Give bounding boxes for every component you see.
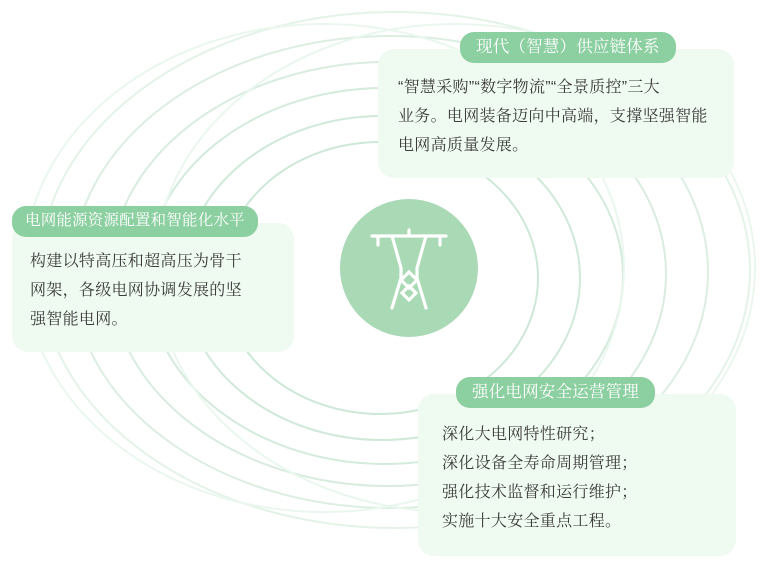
card-supply-chain	[378, 32, 734, 178]
card-safety-ops-body	[418, 394, 736, 556]
card-safety-ops-line-1: 深化大电网特性研究；	[442, 426, 606, 443]
card-supply-chain-line-2: 业务。电网装备迈向中高端，支撑坚强智能	[398, 108, 708, 125]
card-grid-energy	[12, 206, 294, 352]
card-grid-energy-body	[12, 223, 294, 352]
card-safety-ops-line-3: 强化技术监督和运行维护；	[442, 484, 638, 501]
card-supply-chain-line-3: 电网高质量发展。	[398, 137, 529, 154]
power-transmission-tower-icon	[366, 220, 452, 316]
card-grid-energy-line-1: 构建以特高压和超高压为骨干	[30, 253, 242, 270]
card-safety-ops-title: 强化电网安全运营管理	[456, 377, 655, 408]
card-safety-ops-line-2: 深化设备全寿命周期管理；	[442, 455, 638, 472]
card-supply-chain-title: 现代（智慧）供应链体系	[460, 32, 676, 63]
card-safety-ops	[418, 377, 736, 556]
card-supply-chain-line-1: “智慧采购”“数字物流”“全景质控”三大	[398, 79, 660, 96]
card-grid-energy-line-2: 网架，各级电网协调发展的坚	[30, 282, 242, 299]
card-grid-energy-title: 电网能源资源配置和智能化水平	[12, 206, 258, 237]
card-safety-ops-line-4: 实施十大安全重点工程。	[442, 513, 622, 530]
card-grid-energy-line-3: 强智能电网。	[30, 311, 128, 328]
card-supply-chain-body	[378, 49, 734, 178]
center-icon-badge	[340, 199, 478, 337]
